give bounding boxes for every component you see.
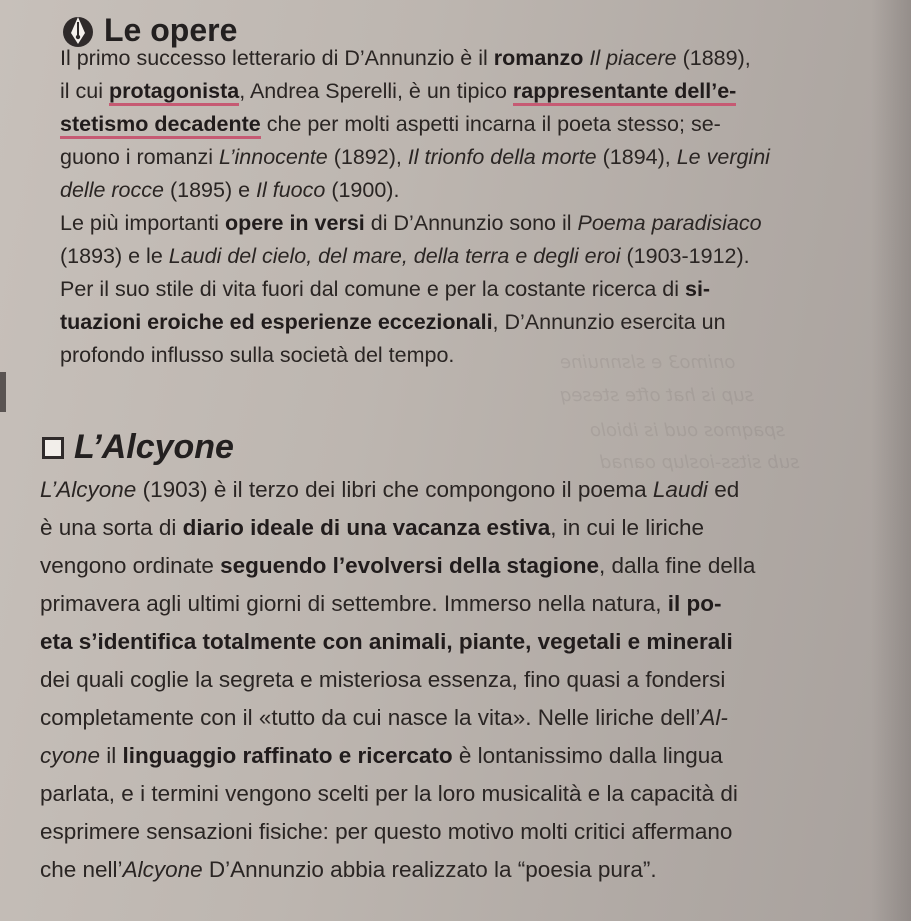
text-line [40, 514, 704, 542]
text-line [60, 209, 762, 237]
text-run: (1892), [327, 145, 408, 169]
text-line [60, 341, 454, 369]
bleed-through-text: sub sitss-ioslup oanad [600, 452, 800, 473]
text-run: (1895) e [163, 178, 257, 202]
text-run: , D’Annunzio esercita un [492, 310, 726, 334]
text-run: guono i romanzi [60, 145, 219, 169]
text-line [60, 242, 750, 270]
text-line [40, 818, 732, 846]
text-line [40, 742, 723, 770]
text-run: L’Alcyone [40, 477, 137, 502]
text-run: linguaggio raffinato e ricercato [122, 743, 453, 768]
text-line [40, 552, 755, 580]
text-run: , Andrea Sperelli, è un tipico [239, 79, 513, 103]
text-run: profondo influsso sulla società del tempo. [60, 343, 455, 367]
text-line [60, 143, 770, 171]
text-run: Le vergini [676, 145, 770, 169]
text-run: protagonista [109, 79, 239, 106]
text-line [40, 704, 728, 732]
section-title: L’Alcyone [74, 428, 234, 466]
text-run: opere in versi [224, 211, 365, 235]
text-run: Al- [700, 705, 728, 730]
text-run: Il piacere [589, 46, 677, 70]
text-run: parlata, e i termini vengono scelti per la loro musicalità e la capacità di [40, 781, 738, 806]
text-line [40, 476, 739, 504]
text-line [60, 275, 710, 303]
text-run: (1889), [676, 46, 751, 70]
text-line [60, 77, 736, 105]
text-run: si- [685, 277, 711, 301]
text-run: esprimere sensazioni fisiche: per questo motivo molti critici affermano [40, 819, 733, 844]
text-run: Alcyone [122, 857, 203, 882]
text-run: delle rocce [60, 178, 164, 202]
text-line [40, 666, 725, 694]
bleed-through-text: onimo3 e slsnnuine [560, 352, 736, 373]
text-run: Laudi del cielo, del mare, della terra e degli eroi [168, 244, 621, 268]
text-run: di D’Annunzio sono il [364, 211, 578, 235]
text-run: Laudi [652, 477, 708, 502]
text-run: L’innocente [218, 145, 328, 169]
text-run: (1903-1912). [620, 244, 750, 268]
section-title: Le opere [104, 12, 238, 48]
bleed-through-text: spaqmos oud is ibiolo [590, 420, 786, 441]
text-run: completamente con il «tutto da cui nasce la vita». Nelle liriche dell’ [40, 705, 701, 730]
text-run: Poema paradisiaco [577, 211, 762, 235]
text-run: Il trionfo della morte [407, 145, 597, 169]
text-line [40, 780, 738, 808]
text-run: D’Annunzio abbia realizzato la “poesia pura”. [202, 857, 657, 882]
text-line [60, 44, 751, 72]
text-run: Il fuoco [256, 178, 326, 202]
text-line [40, 628, 733, 656]
text-line [40, 856, 657, 884]
text-run: Per il suo stile di vita fuori dal comune e per la costante ricerca di [60, 277, 685, 301]
text-run: rappresentante dell’e- [513, 79, 736, 106]
text-run: ed [707, 477, 740, 502]
text-run: (1903) è il terzo dei libri che compongono il poema [136, 477, 653, 502]
text-line [60, 308, 726, 336]
checkbox-square-icon [42, 437, 64, 459]
text-run: romanzo [493, 46, 584, 70]
text-run: è lontanissimo dalla lingua [452, 743, 723, 768]
text-run: il cui [60, 79, 109, 103]
page-edge-mark [0, 372, 6, 412]
text-run: diario ideale di una vacanza estiva [182, 515, 551, 540]
text-run: che nell’ [40, 857, 123, 882]
text-run: il po- [667, 591, 722, 616]
text-run: Il primo successo letterario di D’Annunzio è il [60, 46, 494, 70]
text-run: stetismo decadente [60, 112, 261, 139]
text-run: Le più importanti [60, 211, 225, 235]
page-edge-shadow [871, 0, 911, 921]
text-line [60, 110, 721, 138]
bleed-through-text: sup is hat ofte steseq [560, 385, 754, 406]
text-run: (1893) e le [60, 244, 169, 268]
text-run: eta s’identifica totalmente con animali, piante, vegetali e minerali [40, 629, 733, 654]
text-run: dei quali coglie la segreta e misteriosa essenza, fino quasi a fondersi [40, 667, 726, 692]
text-run: (1894), [596, 145, 677, 169]
text-run: primavera agli ultimi giorni di settembre. Immerso nella natura, [40, 591, 668, 616]
text-run: che per molti aspetti incarna il poeta stesso; se- [260, 112, 721, 136]
text-run: seguendo l’evolversi della stagione [220, 553, 600, 578]
text-run: (1900). [325, 178, 400, 202]
text-run: è una sorta di [40, 515, 183, 540]
text-run: , dalla fine della [599, 553, 756, 578]
section-heading-alcyone [42, 428, 234, 467]
text-run: , in cui le liriche [550, 515, 705, 540]
text-run: vengono ordinate [40, 553, 221, 578]
text-line [60, 176, 399, 204]
text-run: cyone [40, 743, 101, 768]
text-line [40, 590, 721, 618]
text-run: il [100, 743, 123, 768]
text-run: tuazioni eroiche ed esperienze eccezionali [60, 310, 493, 334]
